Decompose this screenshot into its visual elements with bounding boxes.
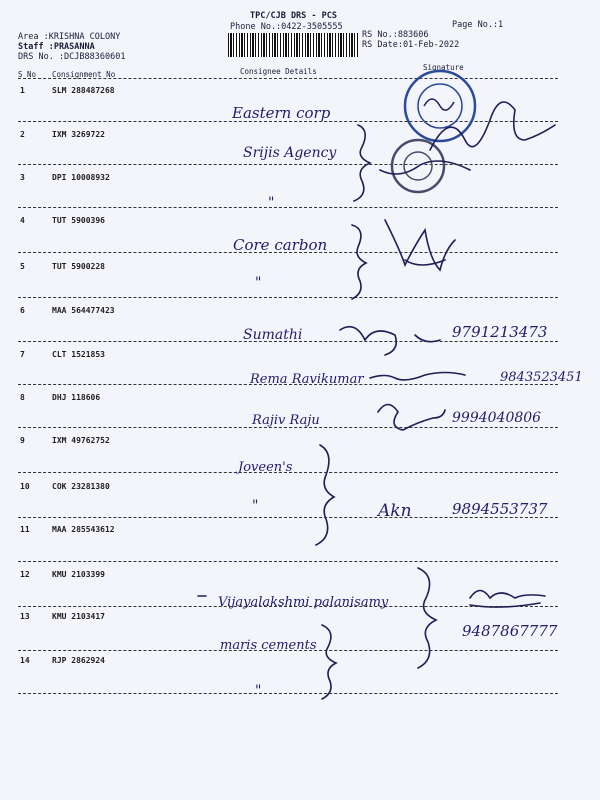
handwriting-phone-8: 9994040806: [452, 410, 542, 426]
row-sno: 6: [20, 306, 25, 315]
row-sno: 10: [20, 482, 30, 491]
handwriting-consignee-2: Srijis Agency: [243, 145, 337, 161]
row-consignment-no: TUT 5900396: [52, 216, 105, 225]
row-consignment-no: IXM 49762752: [52, 436, 110, 445]
rs-number: RS No.:883606: [362, 30, 429, 40]
row-sno: 11: [20, 525, 30, 534]
row-sno: 12: [20, 570, 30, 579]
row-sno: 3: [20, 173, 25, 182]
col-consignment: Consignment No: [52, 70, 116, 79]
handwriting-ditto-3: ": [268, 195, 275, 211]
row-sno: 13: [20, 612, 30, 621]
handwriting-signature-10: Akn: [378, 501, 412, 521]
handwriting-consignee-6: Sumathi: [243, 327, 303, 343]
row-consignment-no: COK 23281380: [52, 482, 110, 491]
col-consignee: Consignee Details: [240, 67, 317, 76]
handwriting-consignee-1: Eastern corp: [232, 104, 331, 122]
row-sno: 4: [20, 216, 25, 225]
handwriting-ditto-14: ": [255, 683, 262, 699]
row-sno: 14: [20, 656, 30, 665]
handwriting-ditto-5: ": [255, 275, 262, 291]
handwriting-phone-7: 9843523451: [500, 370, 583, 385]
row-consignment-no: MAA 285543612: [52, 525, 115, 534]
handwriting-phone-6: 9791213473: [452, 323, 548, 341]
row-consignment-no: SLM 288487268: [52, 86, 115, 95]
area-field: Area :KRISHNA COLONY: [18, 32, 121, 42]
handwriting-phone-10: 9894553737: [452, 500, 548, 518]
document-title: TPC/CJB DRS - PCS: [250, 11, 337, 21]
row-consignment-no: MAA 564477423: [52, 306, 115, 315]
rs-date: RS Date:01-Feb-2022: [362, 40, 460, 50]
col-sno: S No: [18, 70, 37, 79]
handwriting-consignee-12: Vijayalakshmi palanisamy: [218, 595, 389, 610]
handwriting-phone-13: 9487867777: [462, 622, 558, 640]
row-sno: 8: [20, 393, 25, 402]
handwriting-consignee-8: Rajiv Raju: [252, 413, 320, 428]
phone-number: Phone No.:0422-3505555: [230, 22, 343, 32]
row-consignment-no: KMU 2103417: [52, 612, 105, 621]
row-consignment-no: TUT 5900228: [52, 262, 105, 271]
row-consignment-no: RJP 2862924: [52, 656, 105, 665]
handwriting-consignee-13: maris cements: [220, 638, 317, 653]
handwriting-consignee-7: Rema Ravikumar: [250, 372, 364, 387]
handwriting-consignee-9: Joveen's: [238, 460, 293, 475]
row-consignment-no: IXM 3269722: [52, 130, 105, 139]
handwriting-consignee-4: Core carbon: [233, 236, 328, 254]
row-sno: 1: [20, 86, 25, 95]
page-number: Page No.:1: [452, 20, 504, 30]
row-consignment-no: DHJ 118606: [52, 393, 101, 402]
row-consignment-no: DPI 10008932: [52, 173, 110, 182]
row-sno: 7: [20, 350, 25, 359]
col-signature: Signature: [423, 63, 464, 72]
row-consignment-no: KMU 2103399: [52, 570, 105, 579]
row-sno: 2: [20, 130, 25, 139]
handwriting-ditto-10: ": [252, 498, 259, 514]
row-sno: 5: [20, 262, 25, 271]
drs-number: DRS No. :DCJB88360601: [18, 52, 126, 62]
row-consignment-no: CLT 1521853: [52, 350, 105, 359]
staff-field: Staff :PRASANNA: [18, 42, 95, 52]
row-sno: 9: [20, 436, 25, 445]
